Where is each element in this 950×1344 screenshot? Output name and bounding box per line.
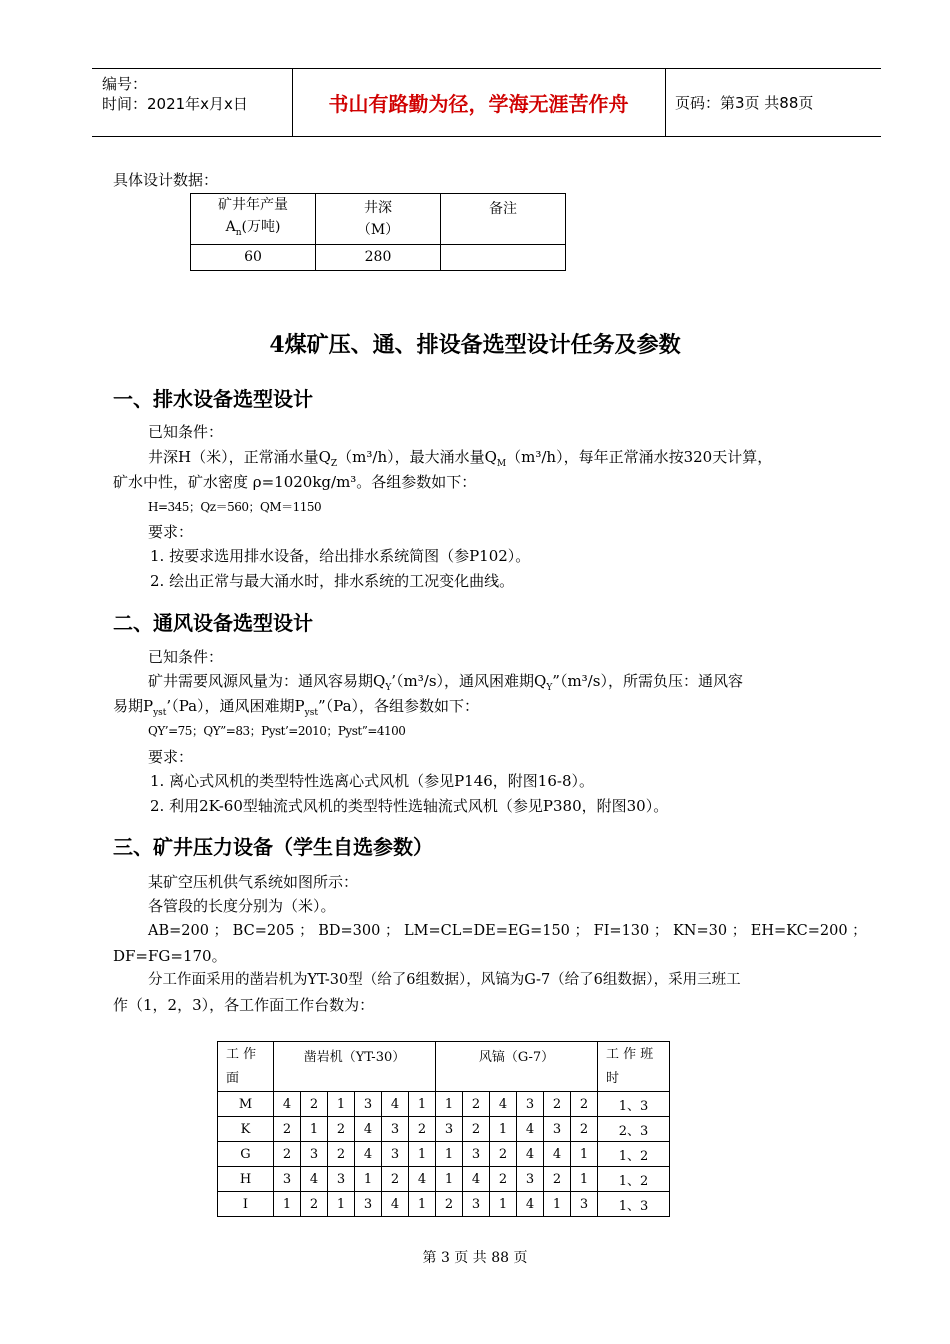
count-cell: 1 — [490, 1192, 517, 1217]
section1-known: 已知条件： — [148, 423, 224, 441]
table-row — [218, 1167, 670, 1192]
page-label: 页码：第3页 共88页 — [675, 94, 814, 112]
count-cell: 3 — [355, 1092, 382, 1117]
motto: 书山有路勤为径，学海无涯苦作舟 — [292, 69, 666, 136]
count-cell: 2 — [436, 1192, 463, 1217]
page-footer: 第 3 页 共 88 页 — [422, 1250, 528, 1266]
count-cell: 2 — [301, 1192, 328, 1217]
work-face-cell: M — [218, 1092, 274, 1117]
count-cell: 4 — [382, 1192, 409, 1217]
section1-params: H=345；Qz＝560；QM＝1150 — [148, 500, 322, 514]
cell-output: 60 — [191, 244, 316, 270]
work-face-cell: I — [218, 1192, 274, 1217]
count-cell: 3 — [382, 1117, 409, 1142]
count-cell: 3 — [463, 1142, 490, 1167]
count-cell: 4 — [517, 1192, 544, 1217]
count-cell: 2 — [544, 1167, 571, 1192]
work-table-body — [218, 1092, 670, 1217]
page-header — [92, 68, 881, 137]
table-row — [218, 1142, 670, 1167]
count-cell: 2 — [409, 1117, 436, 1142]
count-cell: 1 — [571, 1167, 598, 1192]
count-cell: 3 — [301, 1142, 328, 1167]
header-work-face: 工 作 面 — [218, 1042, 274, 1092]
section1-p1d: 矿水中性，矿水密度 ρ=1020kg/m³。各组参数如下： — [113, 473, 477, 491]
count-cell: 1 — [409, 1092, 436, 1117]
count-cell: 3 — [436, 1117, 463, 1142]
count-cell: 1 — [301, 1117, 328, 1142]
count-cell: 2 — [490, 1142, 517, 1167]
section2-heading: 二、通风设备选型设计 — [113, 611, 313, 635]
count-cell: 4 — [274, 1092, 301, 1117]
count-cell: 1 — [274, 1192, 301, 1217]
count-cell: 1 — [436, 1142, 463, 1167]
count-cell: 3 — [355, 1192, 382, 1217]
count-cell: 4 — [544, 1142, 571, 1167]
shift-cell: 1、3 — [598, 1192, 670, 1217]
count-cell: 4 — [382, 1092, 409, 1117]
count-cell: 1 — [328, 1192, 355, 1217]
count-cell: 4 — [463, 1167, 490, 1192]
work-face-cell: G — [218, 1142, 274, 1167]
count-cell: 3 — [274, 1167, 301, 1192]
time-label: 时间：2021年x月x日 — [102, 95, 248, 113]
count-cell: 3 — [463, 1192, 490, 1217]
section2-r2: 2. 利用2K-60型轴流式风机的类型特性选轴流式风机（参见P380，附图30）。 — [150, 797, 669, 815]
count-cell: 2 — [301, 1092, 328, 1117]
count-cell: 2 — [571, 1117, 598, 1142]
count-cell: 4 — [517, 1117, 544, 1142]
count-cell: 3 — [571, 1192, 598, 1217]
table-row — [218, 1117, 670, 1142]
count-cell: 1 — [571, 1142, 598, 1167]
cell-remark — [441, 244, 566, 270]
section2-req: 要求： — [148, 748, 194, 766]
count-cell: 2 — [571, 1092, 598, 1117]
shift-cell: 1、3 — [598, 1092, 670, 1117]
count-cell: 2 — [463, 1117, 490, 1142]
section2-params: QY’=75；QY”=83；Pyst’=2010；Pyst”=4100 — [148, 724, 406, 738]
shift-cell: 1、2 — [598, 1142, 670, 1167]
count-cell: 2 — [490, 1167, 517, 1192]
count-cell: 1 — [436, 1167, 463, 1192]
section3-p5: 分工作面采用的凿岩机为YT-30型（给了6组数据），风镐为G-7（给了6组数据），采用三班工 — [148, 972, 741, 988]
section3-p2: 各管段的长度分别为（米）。 — [148, 897, 336, 915]
count-cell: 1 — [490, 1117, 517, 1142]
section1-heading: 一、排水设备选型设计 — [113, 387, 313, 411]
page-title: 4煤矿压、通、排设备选型设计任务及参数 — [269, 332, 681, 358]
count-cell: 1 — [355, 1167, 382, 1192]
col-remark: 备注 — [441, 194, 566, 245]
count-cell: 2 — [328, 1142, 355, 1167]
count-cell: 4 — [517, 1142, 544, 1167]
section3-p3: AB=200 ； BC=205 ； BD=300 ； LM=CL=DE=EG=150 ； FI=130 ； KN=30 ； EH=KC=200 ； — [148, 923, 867, 939]
work-face-cell: K — [218, 1117, 274, 1142]
work-face-cell: H — [218, 1167, 274, 1192]
section1-r1: 1. 按要求选用排水设备，给出排水系统简图（参P102）。 — [150, 547, 531, 565]
count-cell: 3 — [517, 1092, 544, 1117]
section1-p1: 井深H（米），正常涌水量$Q_Z(m^3/h)$，最大涌水量$Q_M(m^3/h)$，每年正常涌水按320天计算， — [148, 448, 773, 469]
count-cell: 3 — [382, 1142, 409, 1167]
count-cell: 1 — [544, 1192, 571, 1217]
design-data-table — [190, 193, 566, 271]
count-cell: 2 — [463, 1092, 490, 1117]
table-row — [218, 1092, 670, 1117]
count-cell: 3 — [328, 1167, 355, 1192]
work-face-table — [217, 1041, 670, 1217]
section2-known: 已知条件： — [148, 648, 224, 666]
count-cell: 4 — [490, 1092, 517, 1117]
count-cell: 1 — [436, 1092, 463, 1117]
section2-p1: 矿井需要风源风量为：通风容易期$Q_Y’(m^3/s)$，通风困难期$Q_Y”(m^3/s)$，所需负压：通风容 — [148, 672, 743, 693]
header-shift: 工 作 班 时 — [598, 1042, 670, 1092]
count-cell: 2 — [382, 1167, 409, 1192]
count-cell: 1 — [409, 1192, 436, 1217]
count-cell: 4 — [409, 1167, 436, 1192]
count-cell: 2 — [274, 1117, 301, 1142]
number-label: 编号： — [102, 75, 148, 93]
count-cell: 4 — [301, 1167, 328, 1192]
count-cell: 1 — [409, 1142, 436, 1167]
section2-r1: 1. 离心式风机的类型特性选离心式风机（参见P146，附图16-8）。 — [150, 772, 595, 790]
section1-req: 要求： — [148, 523, 194, 541]
section2-p2: 易期$P_{yst}’(Pa)$，通风困难期$P_{yst}”(Pa)$，各组参数如下： — [113, 697, 480, 718]
count-cell: 3 — [517, 1167, 544, 1192]
count-cell: 4 — [355, 1117, 382, 1142]
shift-cell: 1、2 — [598, 1167, 670, 1192]
cell-depth: 280 — [316, 244, 441, 270]
section3-heading: 三、矿井压力设备（学生自选参数） — [113, 835, 433, 859]
section3-p6: 作（1，2，3），各工作面工作台数为： — [113, 996, 375, 1014]
count-cell: 1 — [328, 1092, 355, 1117]
header-left-cell — [92, 69, 293, 136]
header-rock-drill: 凿岩机（YT-30） — [274, 1042, 436, 1092]
count-cell: 4 — [355, 1142, 382, 1167]
count-cell: 2 — [544, 1092, 571, 1117]
design-data-intro: 具体设计数据： — [113, 171, 219, 189]
table-row — [218, 1192, 670, 1217]
shift-cell: 2、3 — [598, 1117, 670, 1142]
section1-r2: 2. 绘出正常与最大涌水时，排水系统的工况变化曲线。 — [150, 572, 515, 590]
count-cell: 2 — [274, 1142, 301, 1167]
col-annual-output: 矿井年产量 $A_n$(万吨) — [191, 194, 316, 245]
section3-p1: 某矿空压机供气系统如图所示： — [148, 873, 359, 891]
section3-p4: DF=FG=170。 — [113, 947, 227, 965]
col-depth: 井深 （M） — [316, 194, 441, 245]
header-pick: 风镐（G-7） — [436, 1042, 598, 1092]
count-cell: 3 — [544, 1117, 571, 1142]
count-cell: 2 — [328, 1117, 355, 1142]
